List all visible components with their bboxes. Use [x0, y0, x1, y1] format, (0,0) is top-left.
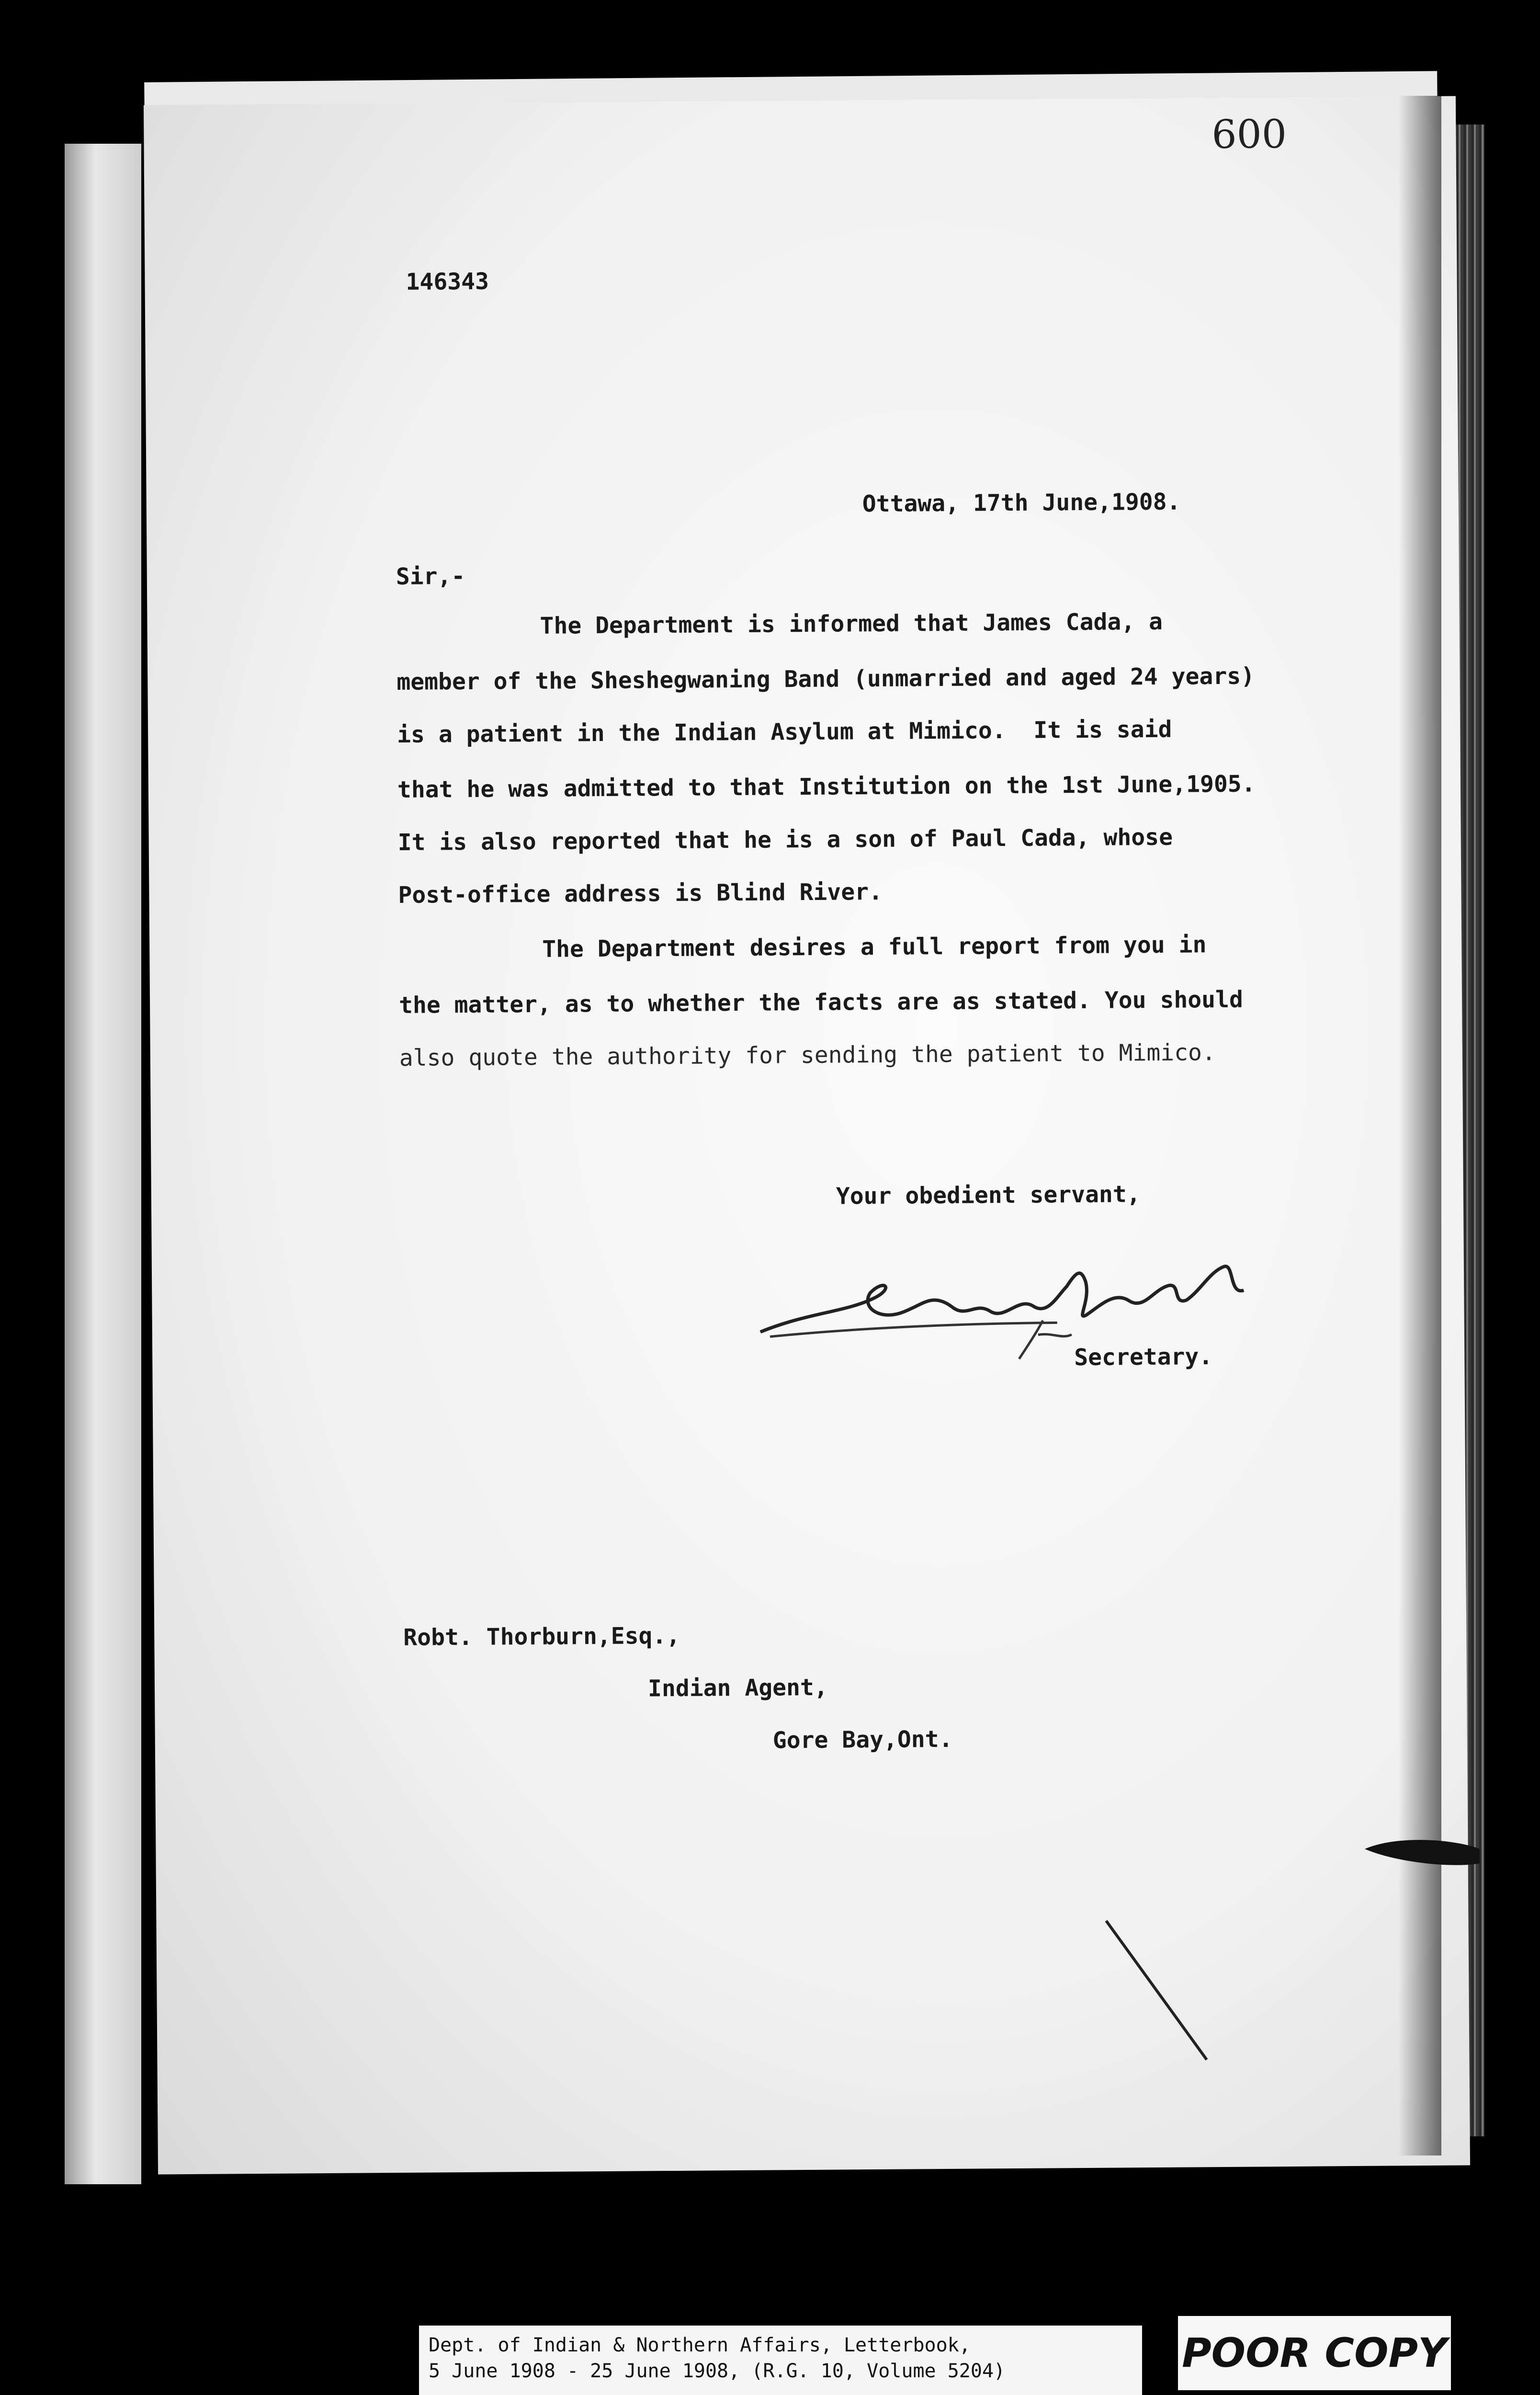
place-date: Ottawa, 17th June,1908. — [862, 488, 1181, 518]
addressee-title: Indian Agent, — [647, 1674, 828, 1702]
body-line: The Department is informed that James Cada, a — [540, 608, 1163, 639]
binder-clip — [1360, 1830, 1484, 1878]
left-page-edge — [65, 144, 141, 2184]
body-line: The Department desires a full report from you in — [542, 931, 1207, 963]
body-line: the matter, as to whether the facts are as stated. You should — [398, 986, 1244, 1019]
file-number: 146343 — [406, 268, 489, 296]
body-line: that he was admitted to that Institution on the 1st June,1905. — [397, 770, 1256, 803]
reference-label — [419, 2326, 1142, 2395]
reference-line-1: Dept. of Indian & Northern Affairs, Letterbook, — [429, 2334, 971, 2356]
salutation: Sir,- — [396, 562, 465, 590]
signatory-title: Secretary. — [1074, 1343, 1213, 1371]
body-line: It is also reported that he is a son of Paul Cada, whose — [397, 823, 1173, 856]
letter-page — [144, 96, 1470, 2174]
folio-number: 600 — [1212, 111, 1287, 158]
body-line: also quote the authority for sending the patient to Mimico. — [399, 1039, 1216, 1072]
closing: Your obedient servant, — [836, 1181, 1141, 1210]
body-line: Post-office address is Blind River. — [398, 878, 883, 909]
addressee-name: Robt. Thorburn,Esq., — [403, 1622, 680, 1651]
pencil-mark — [1092, 1906, 1235, 2069]
quality-note: POOR COPY — [1178, 2316, 1451, 2390]
addressee-location: Gore Bay,Ont. — [772, 1725, 953, 1754]
body-line: is a patient in the Indian Asylum at Mimico. It is said — [396, 716, 1172, 748]
reference-line-2: 5 June 1908 - 25 June 1908, (R.G. 10, Volume 5204) — [429, 2360, 1006, 2382]
body-line: member of the Sheshegwaning Band (unmarried and aged 24 years) — [396, 662, 1255, 696]
